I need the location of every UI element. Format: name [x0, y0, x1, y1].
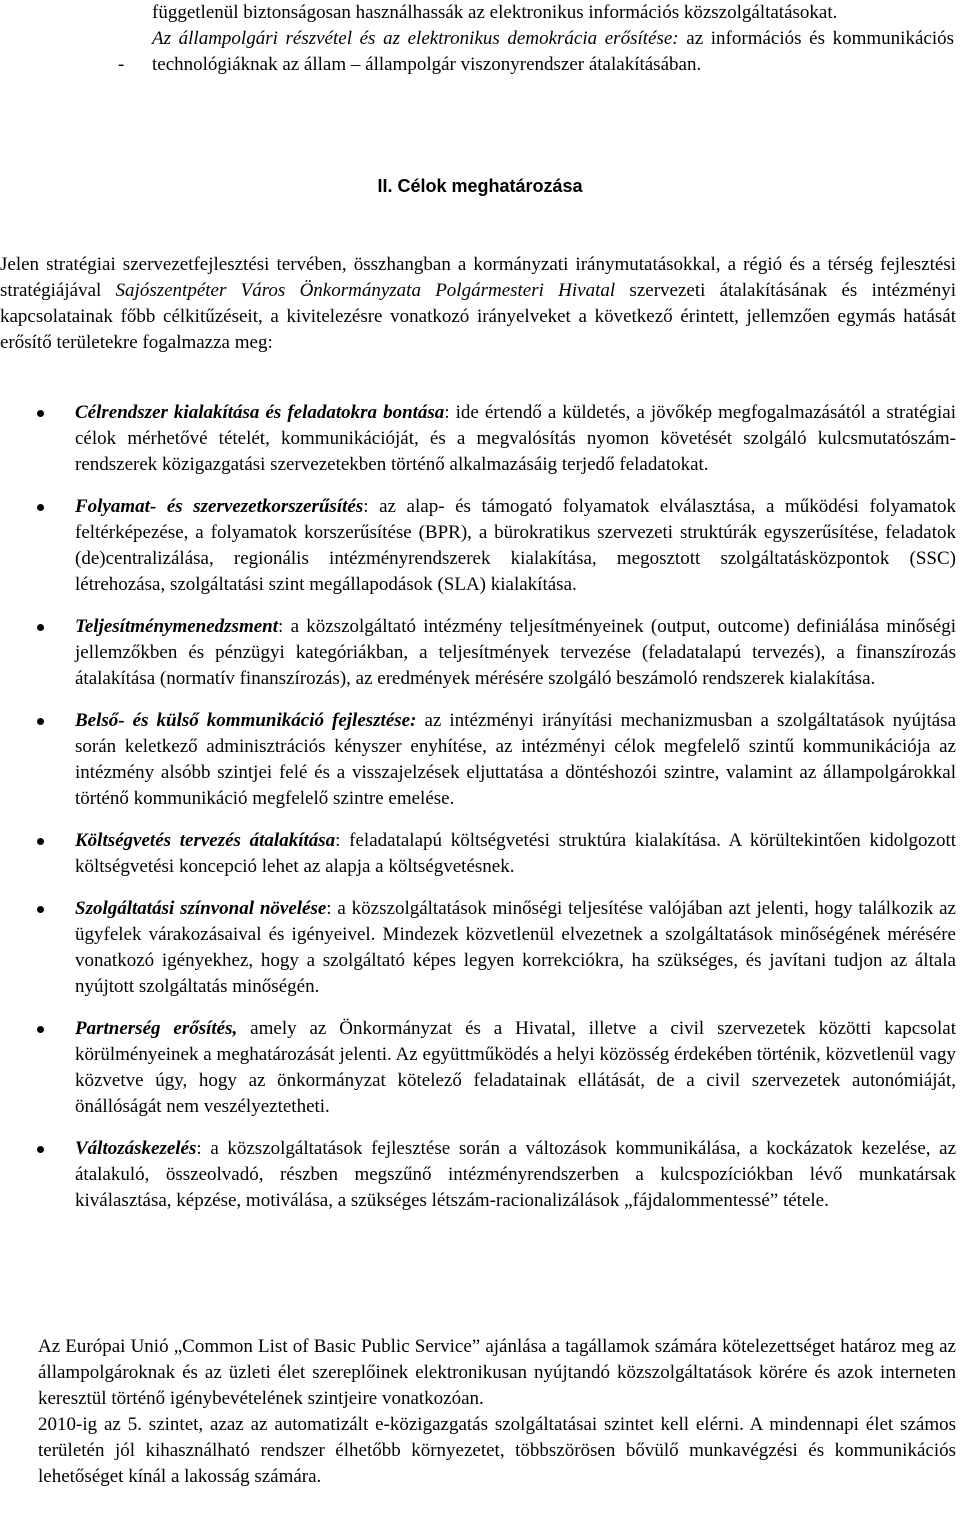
dash-bullet: -	[118, 54, 125, 75]
lead-organization: Sajószentpéter Város Önkormányzata Polgármesteri Hivatal	[115, 280, 616, 301]
lead-text-2: szervezeti átalakításának és intézményi kapcsolatainak főbb célkitűzéseit, a kivitelezésre vonatkozó irányelveket a következő érintett, jellemzően egymás hatását erősítő területekre fogalmazza meg:	[0, 280, 957, 353]
eu-paragraph-2: 2010-ig az 5. szintet, azaz az automatizált e-közigazgatás szolgáltatásai szintet kell elérni. A mindennapi élet számos területén jól kihasználható rendszer élhetőbb környezetet, többszörösen bővülő munkavégzési és kommunikációs lehetőséget kínál a lakosság számára.	[38, 1414, 956, 1487]
list-item	[0, 896, 956, 1000]
section-heading: II. Célok meghatározása	[377, 176, 583, 196]
item-term: Folyamat- és szervezetkorszerűsítés	[75, 496, 364, 517]
item-sep: :	[326, 898, 338, 919]
item-term: Költségvetés tervezés átalakítása	[75, 830, 336, 851]
item-term: Szolgáltatási színvonal növelése	[75, 898, 327, 919]
intro-block	[152, 0, 954, 78]
item-term: Célrendszer kialakítása és feladatokra bontása	[75, 402, 445, 423]
list-item	[0, 1016, 956, 1120]
list-item	[0, 828, 956, 880]
item-text: feladatalapú költségvetési struktúra kialakítása. A körültekintően kidolgozott költségvetési koncepció lehet az alapja a költségvetésnek.	[75, 830, 957, 877]
eu-paragraph-1: Az Európai Unió „Common List of Basic Public Service” ajánlása a tagállamok számára kötelezettséget határoz meg az állampolgároknak és az üzleti élet szereplőinek elektronikusan nyújtandó közszolgáltatások körére és azok interneten keresztül történő igénybevételének szintjeire vonatkozóan.	[38, 1336, 956, 1409]
bullet-icon	[37, 1146, 44, 1153]
list-item	[0, 614, 956, 692]
item-sep: :	[278, 616, 291, 637]
item-term: Partnerség erősítés,	[75, 1018, 238, 1039]
list-item	[0, 708, 956, 812]
item-text: az alap- és támogató folyamatok elválasztása, a működési folyamatok feltérképezése, a folyamatok korszerűsítése (BPR), a bürokratikus szervezeti struktúrák egyszerűsítése, feladatok (de)centralizálása, regionális intézményrendszerek kialakítása, megosztott szolgáltatásközpontok (SSC) létrehozása, szolgáltatási szint megállapodások (SLA) kialakítása.	[75, 496, 957, 595]
bullet-icon	[37, 624, 44, 631]
item-term: Belső- és külső kommunikáció fejlesztése:	[75, 710, 417, 731]
goals-list	[0, 400, 956, 1230]
bullet-icon	[37, 906, 44, 913]
item-sep: :	[335, 830, 350, 851]
item-term: Teljesítménymenedzsment	[75, 616, 279, 637]
bullet-icon	[37, 410, 44, 417]
bullet-icon	[37, 504, 44, 511]
item-text: a közszolgáltatások minőségi teljesítése valójában azt jelenti, hogy találkozik az ügyfelek várakozásaival és igényeivel. Mindezek közvetlenül elvezetnek a szolgáltatások minőségének mérésére vonatkozó igényekhez, hogy a szolgáltató képes legyen korrekciókra, ha szükséges, és javítani tudjon az általa nyújtott szolgáltatás minőségén.	[75, 898, 956, 997]
item-sep: :	[196, 1138, 211, 1159]
item-text: ide értendő a küldetés, a jövőkép megfogalmazásától a stratégiai célok mérhetővé tételét, kommunikációját, és a megvalósítás nyomon követését szolgáló kulcsmutatószám-rendszerek közigazgatási szervezetekben történő alkalmazásáig terjedő feladatokat.	[75, 402, 956, 475]
item-text: a közszolgáltatások fejlesztése során a változások kommunikálása, a kockázatok kezelése, az átalakuló, összeolvadó, részben megszűnő intézményrendszerben a kulcspozíciókban lévő munkatársak kiválasztása, képzése, motiválása, a szükséges létszám-racionalizálások „fájdalommentessé” tétele.	[75, 1138, 957, 1211]
bullet-icon	[37, 838, 44, 845]
item-term: Változáskezelés	[75, 1138, 197, 1159]
intro-item-term: Az állampolgári részvétel és az elektronikus demokrácia erősítése:	[152, 28, 679, 49]
list-item	[0, 494, 956, 598]
lead-paragraph	[0, 252, 956, 356]
item-text: az intézményi irányítási mechanizmusban a szolgáltatások nyújtása során keletkező adminisztrációs kényszer enyhítése, az intézményi célok megfelelő szintű kommunikációja az intézmény alsóbb szintjei felé és a visszajelzések eljuttatása a döntéshozói szintre, valamint az állampolgárokkal történő kommunikáció megfelelő szintre emelése.	[75, 710, 956, 809]
item-text: a közszolgáltató intézmény teljesítményeinek (output, outcome) definiálása minőségi jellemzőkben és pénzügyi kategóriákban, a teljesítmények tervezése (feladatalapú tervezés), a finanszírozás átalakítása (normatív finanszírozás), az eredmények mérésére szolgáló beszámoló rendszerek kialakítása.	[75, 616, 957, 689]
bullet-icon	[37, 1026, 44, 1033]
list-item	[0, 400, 956, 478]
item-sep: :	[444, 402, 456, 423]
eu-section	[38, 1334, 956, 1490]
intro-item-text: az információs és kommunikációs technológiáknak az állam – állampolgár viszonyrendszer átalakításában.	[152, 28, 955, 75]
intro-list-item	[152, 26, 954, 78]
bullet-icon	[37, 718, 44, 725]
intro-continuation: függetlenül biztonságosan használhassák az elektronikus információs közszolgáltatásokat.	[152, 2, 838, 23]
item-sep: :	[363, 496, 380, 517]
list-item	[0, 1136, 956, 1214]
item-sep	[237, 1018, 250, 1039]
item-text: amely az Önkormányzat és a Hivatal, illetve a civil szervezetek közötti kapcsolat körülményeinek a meghatározását jelenti. Az együttműködés a helyi közösség érdekében történik, közvetlenül vagy közvetve úgy, hogy az önkormányzat kötelező feladatainak ellátását, de a civil szervezetek autonómiáját, önállóságát nem veszélyeztetheti.	[75, 1018, 957, 1117]
lead-text-1: Jelen stratégiai szervezetfejlesztési tervében, összhangban a kormányzati iránymutatásokkal, a régió és a térség fejlesztési stratégiájával	[0, 254, 956, 301]
